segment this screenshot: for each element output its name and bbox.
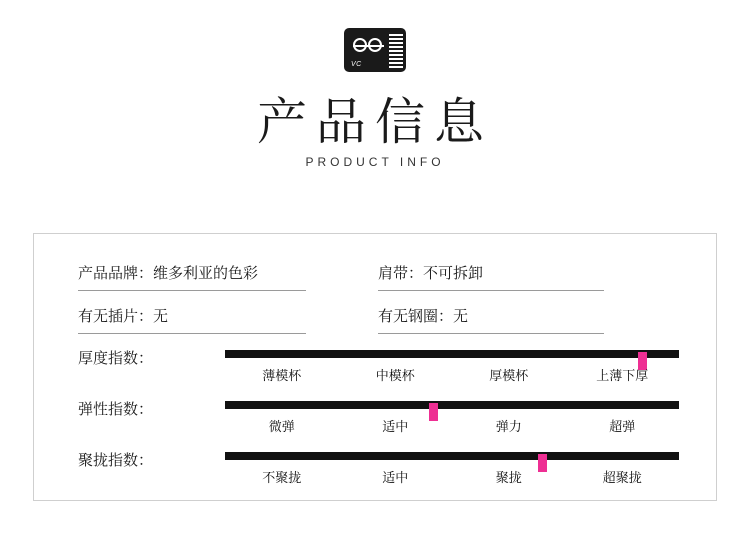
slider-tick-elasticity-1: 适中 <box>382 419 409 434</box>
slider-group <box>78 343 678 496</box>
slider-tick-thickness-2: 厚模杯 <box>489 368 529 383</box>
info-strap-value: 不可拆卸 <box>423 265 484 282</box>
slider-track-thickness[interactable] <box>225 350 679 358</box>
info-strap-text <box>378 262 604 291</box>
info-strap-label: 肩带： <box>378 265 424 282</box>
info-brand-text <box>78 262 306 291</box>
info-cell-brand <box>78 262 378 291</box>
slider-label-thickness: 厚度指数： <box>78 350 154 367</box>
logo-container <box>0 28 750 72</box>
logo-stripes-icon <box>389 32 403 68</box>
logo-band-icon <box>353 45 384 47</box>
slider-tick-elasticity-0: 微弹 <box>268 419 295 434</box>
info-insert-value: 无 <box>153 308 169 325</box>
page-title: 产品信息 <box>257 94 493 150</box>
info-brand-label: 产品品牌： <box>78 265 154 282</box>
slider-track-gathering[interactable] <box>225 452 679 460</box>
info-row <box>78 305 678 334</box>
info-insert-label: 有无插片： <box>78 308 154 325</box>
slider-row-elasticity <box>78 394 678 445</box>
slider-tick-gathering-1: 适中 <box>382 470 409 485</box>
slider-tick-thickness-0: 薄模杯 <box>262 368 302 383</box>
slider-tick-thickness-1: 中模杯 <box>375 368 415 383</box>
info-cell-strap <box>378 262 678 291</box>
product-info-panel <box>33 233 717 501</box>
slider-ticks-thickness <box>225 365 679 387</box>
slider-tick-gathering-2: 聚拢 <box>495 470 522 485</box>
slider-row-gathering <box>78 445 678 496</box>
slider-tick-gathering-0: 不聚拢 <box>262 470 302 485</box>
info-grid <box>78 262 678 348</box>
slider-ticks-gathering <box>225 467 679 489</box>
logo-mark-text: VC <box>351 61 362 68</box>
slider-tick-elasticity-2: 弹力 <box>495 419 522 434</box>
info-row <box>78 262 678 291</box>
info-brand-value: 维多利亚的色彩 <box>153 265 259 282</box>
info-cell-insert <box>78 305 378 334</box>
slider-tick-elasticity-3: 超弹 <box>609 419 636 434</box>
slider-tick-gathering-3: 超聚拢 <box>602 470 642 485</box>
page-subtitle: PRODUCT INFO <box>305 155 445 169</box>
slider-label-elasticity: 弹性指数： <box>78 401 154 418</box>
vc-brand-logo-icon <box>344 28 406 72</box>
info-underwire-text <box>378 305 604 334</box>
info-insert-text <box>78 305 306 334</box>
info-cell-underwire <box>378 305 678 334</box>
info-underwire-value: 无 <box>453 308 469 325</box>
slider-ticks-elasticity <box>225 416 679 438</box>
info-underwire-label: 有无钢圈： <box>378 308 454 325</box>
slider-label-gathering: 聚拢指数： <box>78 452 154 469</box>
slider-tick-thickness-3: 上薄下厚 <box>596 368 649 383</box>
slider-track-elasticity[interactable] <box>225 401 679 409</box>
slider-row-thickness <box>78 343 678 394</box>
